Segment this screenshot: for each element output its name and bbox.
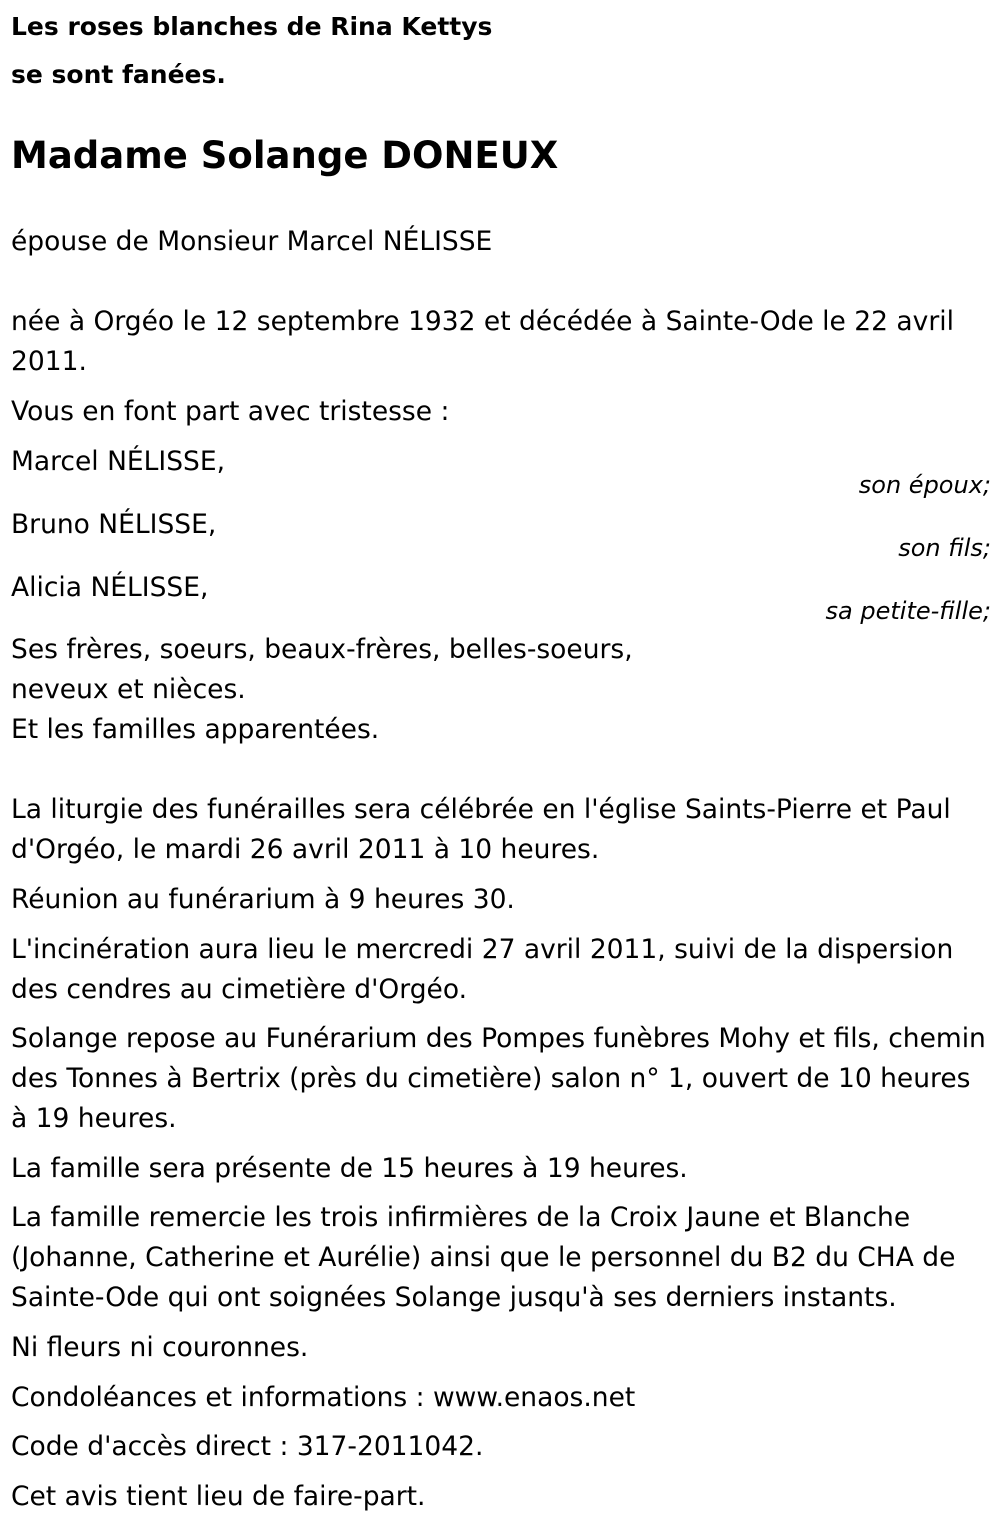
condolences-paragraph: Condoléances et informations : www.enaos.net	[11, 1382, 636, 1413]
birth-death-line: née à Orgéo le 12 septembre 1932 et décédée à Sainte-Ode le 22 avril 2011.	[11, 306, 954, 377]
family-presence-paragraph: La famille sera présente de 15 heures à 19 heures.	[11, 1153, 688, 1184]
liturgy-paragraph: La liturgie des funérailles sera célébrée en l'église Saints-Pierre et Paul d'Orgéo, le mardi 26 avril 2011 à 10 heures.	[11, 794, 951, 865]
incineration-paragraph: L'incinération aura lieu le mercredi 27 avril 2011, suivi de la dispersion des cendres au cimetière d'Orgéo.	[11, 934, 954, 1005]
access-code-paragraph: Code d'accès direct : 317-2011042.	[11, 1431, 484, 1462]
relatives-block	[11, 630, 991, 750]
announcement-line: Vous en font part avec tristesse :	[11, 396, 450, 427]
family-member-role: sa petite-fille;	[825, 597, 991, 625]
meeting-paragraph: Réunion au funérarium à 9 heures 30.	[11, 884, 515, 915]
family-member-name: Bruno NÉLISSE,	[11, 509, 217, 540]
thanks-paragraph: La famille remercie les trois infirmières de la Croix Jaune et Blanche (Johanne, Catherine et Aurélie) ainsi que le personnel du B2 du CHA de Sainte-Ode qui ont soignées Solange jusqu'à ses derniers instants.	[11, 1202, 956, 1313]
spouse-line: épouse de Monsieur Marcel NÉLISSE	[11, 226, 493, 257]
family-member-name: Marcel NÉLISSE,	[11, 446, 226, 477]
flowers-paragraph: Ni fleurs ni couronnes.	[11, 1332, 309, 1363]
relatives-line-2: neveux et nièces.	[11, 674, 246, 705]
family-member-role: son époux;	[858, 471, 991, 499]
family-member-role: son fils;	[898, 534, 991, 562]
notice-paragraph: Cet avis tient lieu de faire-part.	[11, 1481, 426, 1512]
family-member-name: Alicia NÉLISSE,	[11, 572, 209, 603]
tribute-line-1: Les roses blanches de Rina Kettys	[11, 12, 493, 41]
relatives-line-1: Ses frères, soeurs, beaux-frères, belles-soeurs,	[11, 634, 633, 665]
relatives-line-3: Et les familles apparentées.	[11, 714, 380, 745]
rest-paragraph: Solange repose au Funérarium des Pompes funèbres Mohy et fils, chemin des Tonnes à Bertrix (près du cimetière) salon n° 1, ouvert de 10 heures à 19 heures.	[11, 1023, 986, 1134]
tribute-line-2: se sont fanées.	[11, 60, 226, 89]
deceased-name: Madame Solange DONEUX	[11, 134, 559, 177]
